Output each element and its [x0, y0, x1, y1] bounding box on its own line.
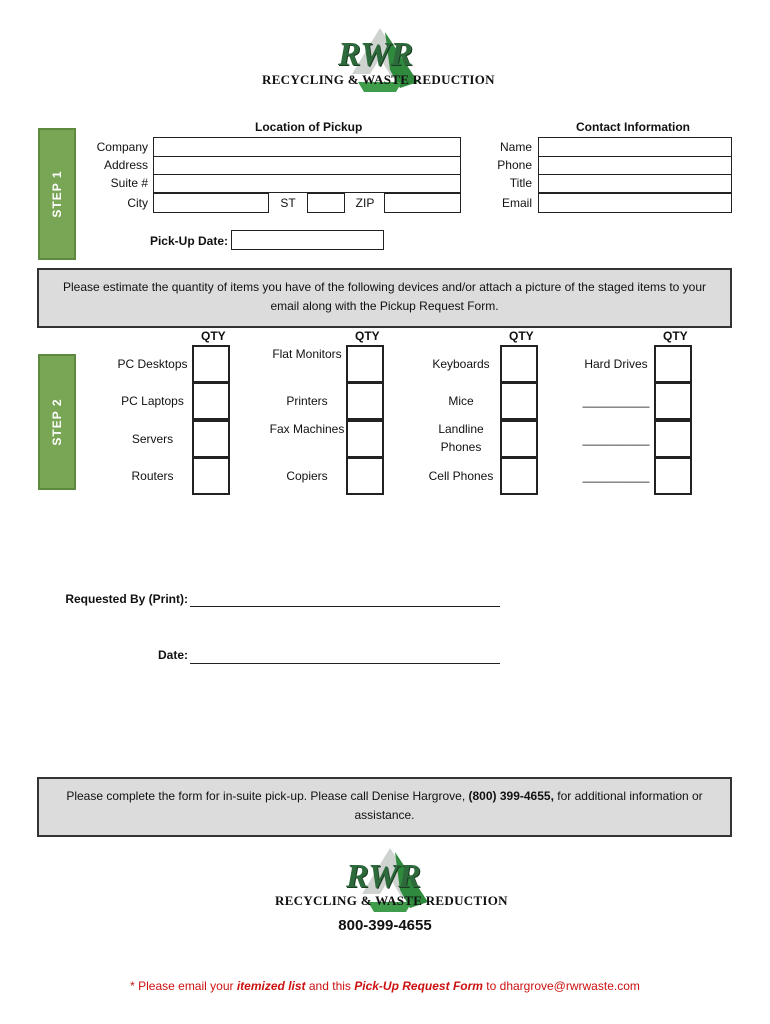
qty-box-flat-monitors[interactable]	[346, 345, 384, 383]
footer-phone: 800-399-4655	[338, 917, 432, 934]
qty-box-pc-desktops[interactable]	[192, 345, 230, 383]
city-field[interactable]	[153, 193, 269, 213]
item-label: Routers	[131, 469, 174, 483]
qty-header-2: QTY	[355, 329, 380, 343]
qty-box-hard-drives[interactable]	[654, 345, 692, 383]
date-line[interactable]	[190, 663, 500, 664]
qty-header-4: QTY	[663, 329, 688, 343]
qty-box-mice[interactable]	[500, 382, 538, 420]
qty-box-copiers[interactable]	[346, 457, 384, 495]
st-field[interactable]	[307, 193, 345, 213]
email-field[interactable]	[538, 193, 732, 213]
instructions-banner: Please estimate the quantity of items you have of the following devices and/or attach a picture of the staged items to your email along with the Pickup Request Form.	[37, 268, 732, 328]
item-label: Printers	[286, 394, 328, 408]
requested-by-line[interactable]	[190, 606, 500, 607]
qty-box-printers[interactable]	[346, 382, 384, 420]
contact-banner: Please complete the form for in-suite pick-up. Please call Denise Hargrove, (800) 399-4655, for additional information or assistance.	[37, 777, 732, 837]
name-label: Name	[499, 140, 532, 154]
company-label: Company	[96, 140, 148, 154]
item-blank[interactable]: __________	[582, 432, 650, 446]
zip-label: ZIP	[355, 196, 375, 210]
qty-box-landline-phones[interactable]	[500, 420, 538, 458]
logo-company-name: RECYCLING & WASTE REDUCTION	[262, 72, 495, 87]
item-label: Hard Drives	[584, 357, 648, 371]
qty-box-other-3[interactable]	[654, 457, 692, 495]
name-field[interactable]	[538, 137, 732, 157]
logo-letters: RWR	[338, 36, 413, 73]
phone-label: Phone	[497, 158, 532, 172]
title-label: Title	[509, 176, 532, 190]
pickup-date-field[interactable]	[231, 230, 384, 250]
phone-field[interactable]	[538, 156, 732, 175]
location-title: Location of Pickup	[255, 120, 363, 134]
email-label: Email	[501, 196, 532, 210]
item-label: PC Desktops	[117, 357, 188, 371]
suite-label: Suite #	[110, 176, 148, 190]
footer-logo-letters: RWR	[346, 858, 421, 895]
item-label: Copiers	[286, 469, 328, 483]
item-label: PC Laptops	[121, 394, 184, 408]
qty-box-other-1[interactable]	[654, 382, 692, 420]
company-field[interactable]	[153, 137, 461, 157]
address-label: Address	[103, 158, 148, 172]
qty-box-pc-laptops[interactable]	[192, 382, 230, 420]
footer-email-link[interactable]: to dhargrove@rwrwaste.com	[486, 979, 640, 993]
st-label: ST	[280, 196, 296, 210]
qty-box-other-2[interactable]	[654, 420, 692, 458]
item-label: Keyboards	[432, 357, 490, 371]
item-label: Cell Phones	[428, 469, 494, 483]
step2-tab: STEP 2	[38, 354, 76, 490]
zip-field[interactable]	[384, 193, 461, 213]
qty-box-routers[interactable]	[192, 457, 230, 495]
qty-box-keyboards[interactable]	[500, 345, 538, 383]
item-label: Landline Phones	[438, 422, 484, 454]
item-label: Servers	[131, 432, 174, 446]
footer-company-name: RECYCLING & WASTE REDUCTION	[275, 893, 508, 908]
item-blank[interactable]: __________	[582, 394, 650, 408]
item-label: Mice	[448, 394, 474, 408]
qty-header-3: QTY	[509, 329, 534, 343]
requested-by-label: Requested By (Print):	[65, 592, 188, 606]
address-field[interactable]	[153, 156, 461, 175]
step1-tab: STEP 1	[38, 128, 76, 260]
city-label: City	[127, 196, 148, 210]
item-blank[interactable]: __________	[582, 469, 650, 483]
contact-title: Contact Information	[576, 120, 690, 134]
qty-box-fax-machines[interactable]	[346, 420, 384, 458]
qty-box-cell-phones[interactable]	[500, 457, 538, 495]
item-label: Flat Monitors	[272, 347, 342, 361]
qty-box-servers[interactable]	[192, 420, 230, 458]
footer-note: * Please email your itemized list and this Pick-Up Request Form to dhargrove@rwrwaste.com	[130, 979, 640, 993]
qty-header-1: QTY	[201, 329, 226, 343]
pickup-date-label: Pick-Up Date:	[149, 234, 228, 248]
item-label: Fax Machines	[269, 422, 345, 436]
suite-field[interactable]	[153, 174, 461, 193]
date-label: Date:	[157, 648, 188, 662]
title-field[interactable]	[538, 174, 732, 193]
